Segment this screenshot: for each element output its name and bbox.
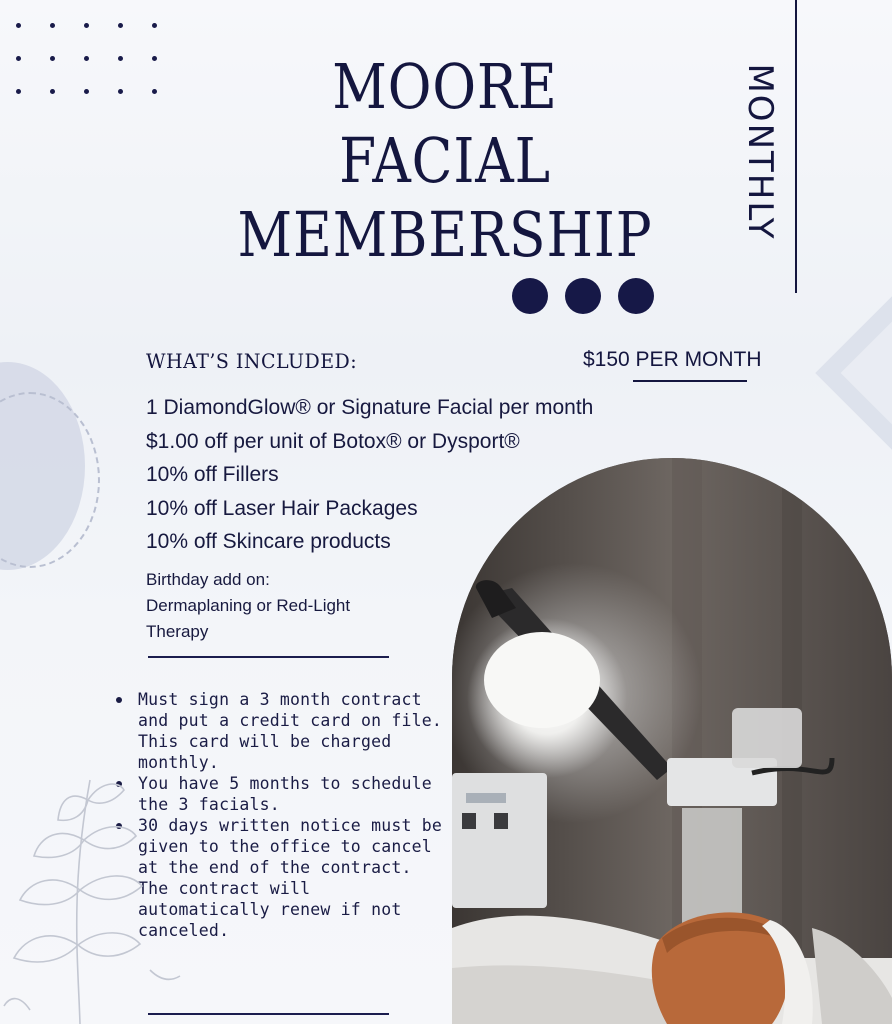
- leaf-branch-icon: [0, 760, 190, 1024]
- decor-dot: [84, 89, 89, 94]
- title-line-1: MOORE: [332, 50, 558, 123]
- benefit-item: 1 DiamondGlow® or Signature Facial per month: [146, 396, 594, 419]
- decor-dot: [118, 23, 123, 28]
- decor-dot: [16, 56, 21, 61]
- decor-dot: [50, 23, 55, 28]
- decor-dot: [50, 56, 55, 61]
- decor-dot: [118, 89, 123, 94]
- decor-dot: [118, 56, 123, 61]
- decor-dot: [152, 23, 157, 28]
- benefit-item: 10% off Laser Hair Packages: [146, 496, 418, 520]
- facial-treatment-photo: [452, 458, 892, 1024]
- decor-dot-1: [512, 278, 548, 314]
- price-label: $150 PER MONTH: [583, 348, 762, 371]
- decor-dot-2: [565, 278, 601, 314]
- monthly-label: MONTHLY: [740, 63, 780, 241]
- benefit-item: 10% off Skincare products: [146, 530, 391, 553]
- birthday-line-2: Dermaplaning or Red-Light: [146, 596, 351, 615]
- decor-dot: [50, 89, 55, 94]
- decor-dot: [84, 56, 89, 61]
- benefit-item: $1.00 off per unit of Botox® or Dysport®: [146, 429, 520, 453]
- term-text: 30 days written notice must be given to the office to cancel at the end of the contract. The contract will automatically renew if not canceled.: [138, 816, 443, 940]
- vertical-divider: [795, 0, 797, 293]
- bullet-icon: [116, 697, 122, 703]
- decor-dot: [152, 56, 157, 61]
- term-text: Must sign a 3 month contract and put a credit card on file. This card will be charged monthly.: [138, 690, 443, 772]
- title-line-2: FACIAL: [339, 124, 551, 197]
- dot-grid-icon: [14, 18, 164, 98]
- decor-dot: [16, 89, 21, 94]
- term-text: You have 5 months to schedule the 3 facials.: [138, 774, 432, 814]
- birthday-addon: [146, 567, 436, 645]
- decor-dashed-oval: [0, 392, 100, 568]
- birthday-line-1: Birthday add on:: [146, 570, 270, 589]
- benefit-item: 10% off Fillers: [146, 463, 279, 486]
- price-underline: [633, 380, 747, 382]
- page-title: [234, 50, 655, 272]
- divider-top: [148, 656, 389, 658]
- title-line-3: MEMBERSHIP: [237, 198, 653, 271]
- decor-dot: [152, 89, 157, 94]
- birthday-line-3: Therapy: [146, 622, 209, 641]
- included-heading: WHAT’S INCLUDED:: [146, 349, 358, 373]
- photo-illustration: [452, 458, 892, 1024]
- decor-dot-3: [618, 278, 654, 314]
- decor-dot: [84, 23, 89, 28]
- decor-dot: [16, 23, 21, 28]
